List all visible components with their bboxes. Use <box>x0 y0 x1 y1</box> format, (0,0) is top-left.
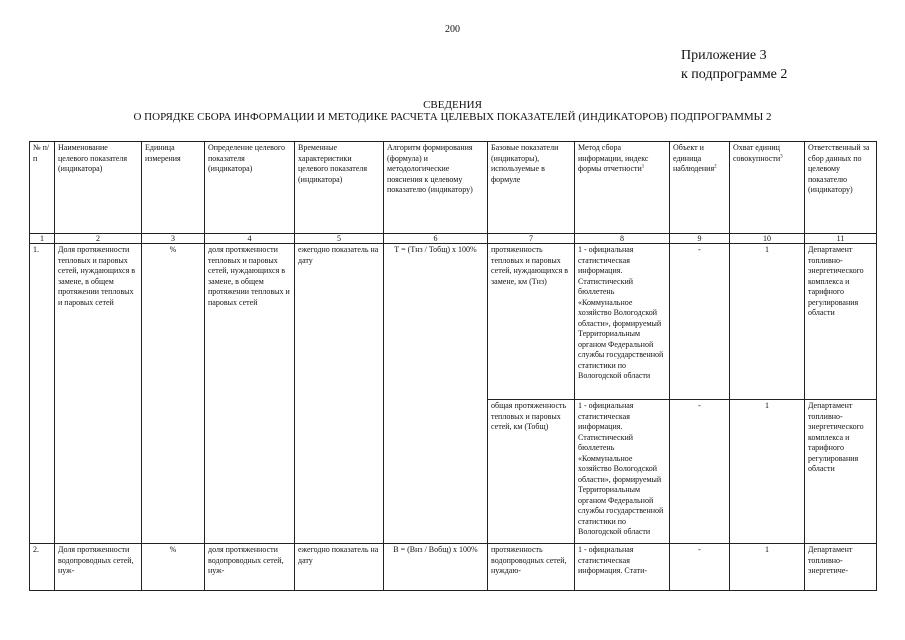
collection-method: 1 - официальная статистическая информация. Статистический бюллетень «Коммунальное хозяйство Вологодской области», формируемый Территориальным органом Федеральной службы государственной статистики по Вологодской области <box>575 400 670 544</box>
header-base-indicators: Базовые показатели (индикаторы), используемые в формуле <box>488 142 575 234</box>
header-timing: Временные характеристики целевого показателя (индикатора) <box>295 142 384 234</box>
formula: Т = (Тнз / Тобщ) х 100% <box>384 244 488 544</box>
collection-method: 1 - официальная статистическая информация. Статистический бюллетень «Коммунальное хозяйство Вологодской области», формируемый Территориальным органом Федеральной службы государственной статистики по Вологодской области <box>575 244 670 400</box>
column-number: 1 <box>30 234 55 244</box>
appendix-line-2: к подпрограмме 2 <box>681 67 788 82</box>
table-row <box>30 244 877 400</box>
observation-object: - <box>670 544 730 591</box>
column-number: 3 <box>142 234 205 244</box>
column-numbers-row <box>30 234 877 244</box>
table-row <box>30 544 877 591</box>
header-observation-object-text: Объект и единица наблюдения <box>673 143 715 173</box>
header-number: № п/п <box>30 142 55 234</box>
column-number: 6 <box>384 234 488 244</box>
column-number: 9 <box>670 234 730 244</box>
header-collection-method-text: Метод сбора информации, индекс формы отчетности <box>578 143 649 173</box>
definition: доля протяженности тепловых и паровых сетей, нуждающихся в замене, в общем протяжении тепловых и паровых сетей <box>205 244 295 544</box>
header-responsible: Ответственный за сбор данных по целевому показателю (индикатору) <box>805 142 877 234</box>
appendix-line-1: Приложение 3 <box>681 48 767 63</box>
base-indicator: протяженность водопроводных сетей, нуждаю- <box>488 544 575 591</box>
observation-object: - <box>670 244 730 400</box>
header-indicator-name: Наименование целевого показателя (индикатора) <box>55 142 142 234</box>
column-number: 4 <box>205 234 295 244</box>
column-number: 11 <box>805 234 877 244</box>
unit: % <box>142 544 205 591</box>
column-number: 10 <box>730 234 805 244</box>
footnote-mark-1: 1 <box>641 164 645 170</box>
indicator-name: Доля протяженности водопроводных сетей, нуж- <box>55 544 142 591</box>
footnote-mark-2: 2 <box>714 164 717 170</box>
header-unit: Единица измерения <box>142 142 205 234</box>
column-number: 5 <box>295 234 384 244</box>
coverage: 1 <box>730 544 805 591</box>
column-number: 2 <box>55 234 142 244</box>
footnote-mark-3: 3 <box>780 153 783 159</box>
document-subtitle: О ПОРЯДКЕ СБОРА ИНФОРМАЦИИ И МЕТОДИКЕ РАСЧЕТА ЦЕЛЕВЫХ ПОКАЗАТЕЛЕЙ (ИНДИКАТОРОВ) ПОДПРОГРАММЫ 2 <box>133 111 772 123</box>
timing: ежегодно показатель на дату <box>295 544 384 591</box>
base-indicator: протяженность тепловых и паровых сетей, нуждающихся в замене, км (Тнз) <box>488 244 575 400</box>
coverage: 1 <box>730 244 805 400</box>
table-header-row <box>30 142 877 234</box>
indicators-table <box>29 141 877 591</box>
indicator-name: Доля протяженности тепловых и паровых сетей, нуждающихся в замене, в общем протяжении тепловых и паровых сетей <box>55 244 142 544</box>
header-coverage <box>730 142 805 234</box>
unit: % <box>142 244 205 544</box>
column-number: 8 <box>575 234 670 244</box>
row-number: 2. <box>30 544 55 591</box>
header-definition: Определение целевого показателя (индикатора) <box>205 142 295 234</box>
coverage: 1 <box>730 400 805 544</box>
observation-object: - <box>670 400 730 544</box>
collection-method: 1 - официальная статистическая информация. Стати- <box>575 544 670 591</box>
header-formula: Алгоритм формирования (формула) и методологические пояснения к целевому показателю (индикатору) <box>384 142 488 234</box>
responsible: Департамент топливно-энергетического комплекса и тарифного регулирования области <box>805 400 877 544</box>
formula: В = (Внз / Вобщ) х 100% <box>384 544 488 591</box>
document-title: СВЕДЕНИЯ <box>423 99 482 111</box>
header-collection-method <box>575 142 670 234</box>
page-number: 200 <box>445 24 460 35</box>
definition: доля протяженности водопроводных сетей, нуж- <box>205 544 295 591</box>
header-observation-object <box>670 142 730 234</box>
appendix-label <box>681 46 787 84</box>
timing: ежегодно показатель на дату <box>295 244 384 544</box>
header-coverage-text: Охват единиц совокупности <box>733 143 781 163</box>
responsible: Департамент топливно-энергетиче- <box>805 544 877 591</box>
row-number: 1. <box>30 244 55 544</box>
responsible: Департамент топливно-энергетического комплекса и тарифного регулирования области <box>805 244 877 400</box>
column-number: 7 <box>488 234 575 244</box>
base-indicator: общая протяженность тепловых и паровых сетей, км (Тобщ) <box>488 400 575 544</box>
